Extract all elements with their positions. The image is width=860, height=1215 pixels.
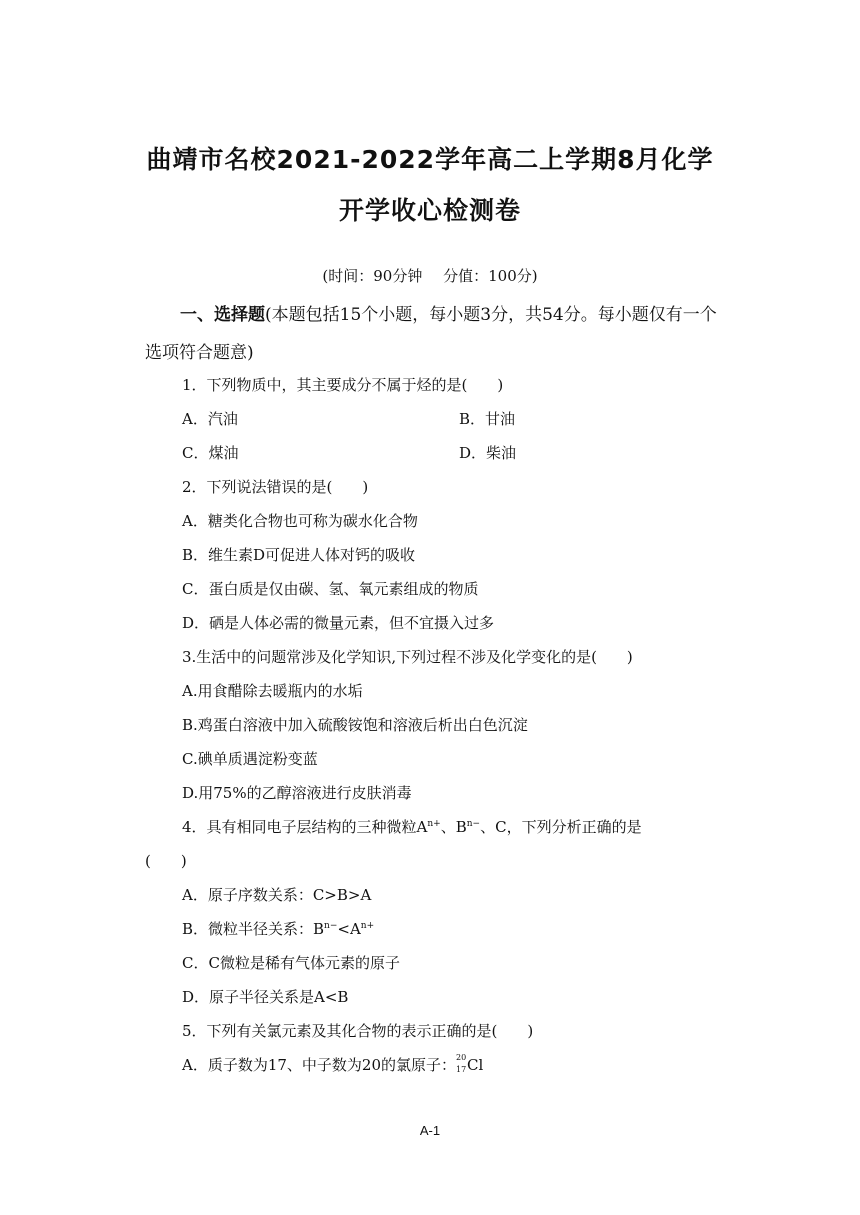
q4-option-b-charge-2: n+	[360, 921, 375, 931]
q2-option-a: A．糖类化合物也可称为碳水化合物	[182, 512, 418, 530]
q3-option-b: B.鸡蛋白溶液中加入硫酸铵饱和溶液后析出白色沉淀	[182, 716, 528, 734]
q4-option-d: D．原子半径关系是A<B	[182, 988, 349, 1006]
q4-stem	[182, 816, 642, 837]
q4-charge-b: n−	[466, 819, 481, 829]
q1-option-c: C．煤油	[182, 444, 239, 462]
q3-option-c: C.碘单质遇淀粉变蓝	[182, 750, 318, 768]
q2-option-d: D．硒是人体必需的微量元素，但不宜摄入过多	[182, 614, 495, 632]
exam-time: (时间：90分钟	[322, 267, 423, 285]
isotope-mass-number: 20	[456, 1052, 467, 1062]
q1-option-b: B．甘油	[459, 410, 516, 428]
q4-stem-sep: 、B	[440, 818, 467, 836]
exam-meta	[0, 265, 860, 286]
q5-option-a	[182, 1054, 483, 1075]
q4-option-c: C．C微粒是稀有气体元素的原子	[182, 954, 400, 972]
q4-stem-suffix: 、C，下列分析正确的是	[480, 818, 642, 836]
isotope-atomic-number: 17	[456, 1064, 467, 1074]
q4-option-b-mid: <A	[337, 920, 361, 938]
document-title-line-1: 曲靖市名校2021-2022学年高二上学期8月化学	[146, 145, 714, 174]
isotope-symbol: Cl	[467, 1056, 484, 1074]
section-1-description: (本题包括15个小题，每小题3分，共54分。每小题仅有一个选项符合题意)	[145, 305, 717, 363]
document-title-line-2: 开学收心检测卷	[338, 196, 521, 225]
q5-option-a-prefix: A．质子数为17、中子数为20的氯原子：	[182, 1056, 457, 1074]
q2-option-b: B．维生素D可促进人体对钙的吸收	[182, 546, 416, 564]
section-1-header	[145, 296, 720, 372]
section-1-heading: 一、选择题	[180, 305, 265, 325]
q4-option-b	[182, 918, 374, 939]
q4-option-b-prefix: B．微粒半径关系：B	[182, 920, 325, 938]
q1-option-a: A．汽油	[182, 410, 238, 428]
q1-option-d: D．柴油	[459, 444, 517, 462]
isotope-notation	[456, 1052, 467, 1074]
q1-stem: 1．下列物质中，其主要成分不属于烃的是( )	[182, 376, 504, 394]
q3-stem: 3.生活中的问题常涉及化学知识,下列过程不涉及化学变化的是( )	[182, 648, 633, 666]
q2-option-c: C．蛋白质是仅由碳、氢、氧元素组成的物质	[182, 580, 479, 598]
q4-charge-a: n+	[427, 819, 441, 829]
q5-stem: 5．下列有关氯元素及其化合物的表示正确的是( )	[182, 1022, 534, 1040]
q3-option-d: D.用75%的乙醇溶液进行皮肤消毒	[182, 784, 412, 802]
exam-score: 分值：100分)	[443, 267, 538, 285]
q4-stem-prefix: 4．具有相同电子层结构的三种微粒A	[182, 818, 428, 836]
q4-answer-paren: ( )	[145, 852, 187, 870]
q4-option-b-charge-1: n−	[324, 921, 338, 931]
q3-option-a: A.用食醋除去暖瓶内的水垢	[182, 682, 363, 700]
q2-stem: 2．下列说法错误的是( )	[182, 478, 369, 496]
page-footer: A-1	[419, 1123, 441, 1138]
q4-option-a: A．原子序数关系：C>B>A	[182, 886, 372, 904]
